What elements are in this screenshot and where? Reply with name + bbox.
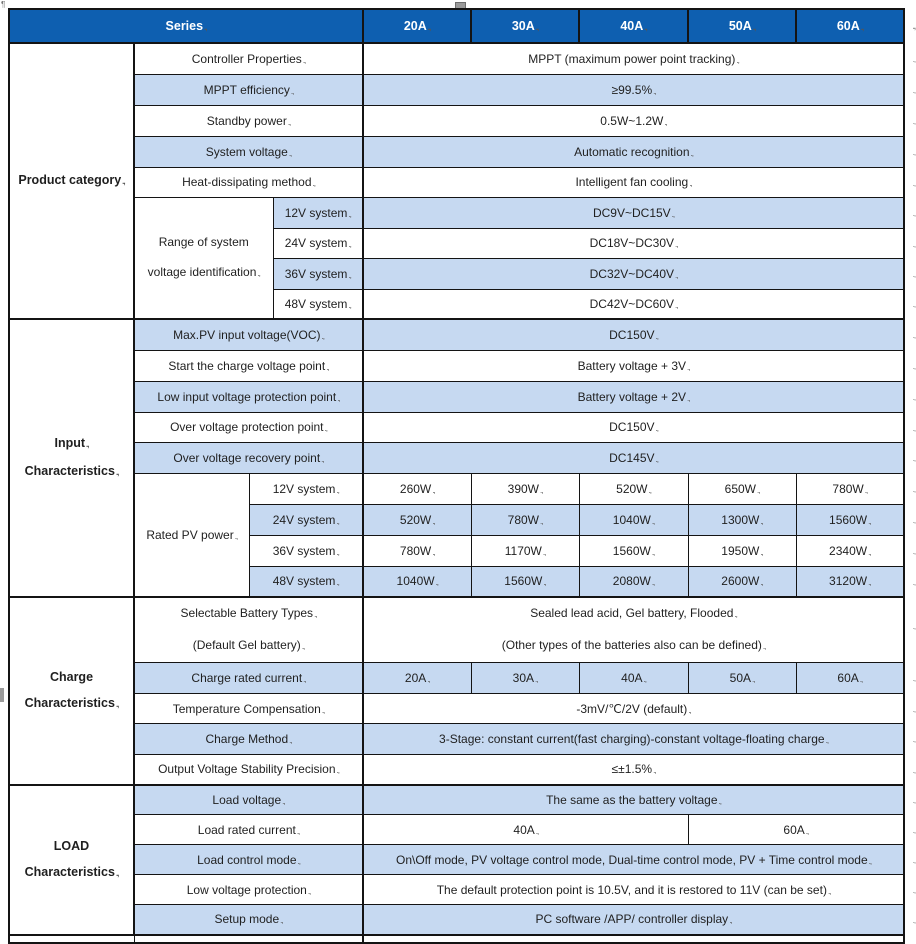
value-cell: 1560W., ., bbox=[796, 504, 904, 535]
row-standby-power bbox=[9, 105, 904, 136]
label-cell: Output Voltage Stability Precision., bbox=[134, 755, 363, 785]
value-cell: DC18V~DC30V., ., bbox=[363, 228, 904, 258]
value-cell: Intelligent fan cooling., ., bbox=[363, 167, 904, 197]
value-cell: 3120W., ., bbox=[796, 566, 904, 597]
value-cell: 1170W., bbox=[471, 535, 579, 566]
header-col-60a: 60A., ., bbox=[796, 9, 904, 43]
label-cell: Selectable Battery Types., (Default Gel battery)., bbox=[134, 597, 363, 663]
row-charge-rated-current bbox=[9, 663, 904, 694]
value-cell: 1040W., bbox=[363, 566, 471, 597]
value-cell: DC150V., ., bbox=[363, 319, 904, 350]
value-cell: 60A., ., bbox=[796, 663, 904, 694]
header-row bbox=[9, 9, 904, 43]
partial-cell bbox=[9, 935, 134, 943]
value-cell: 1040W., bbox=[579, 504, 688, 535]
label-cell: Setup mode., bbox=[134, 905, 363, 935]
label-cell: Temperature Compensation., bbox=[134, 694, 363, 724]
sub-label-cell: 48V system., bbox=[273, 289, 363, 319]
value-cell: -3mV/℃/2V (default)., ., bbox=[363, 694, 904, 724]
value-cell: 780W., bbox=[471, 504, 579, 535]
row-voltage-id-12v bbox=[9, 197, 904, 228]
value-cell: DC32V~DC40V., ., bbox=[363, 258, 904, 289]
row-heat-dissipating bbox=[9, 167, 904, 197]
label-cell: System voltage., bbox=[134, 136, 363, 167]
category-product: Product category., bbox=[9, 43, 134, 319]
label-cell: MPPT efficiency., bbox=[134, 74, 363, 105]
spec-table bbox=[8, 8, 916, 944]
header-series: Series., bbox=[9, 9, 363, 43]
page-formatting-mark: ¶ bbox=[1, 0, 6, 9]
sub-label-cell: 24V system., bbox=[273, 228, 363, 258]
value-cell: 1560W., bbox=[471, 566, 579, 597]
label-cell: Over voltage protection point., bbox=[134, 412, 363, 442]
value-cell: Battery voltage + 3V., ., bbox=[363, 350, 904, 381]
label-cell: Max.PV input voltage(VOC)., bbox=[134, 319, 363, 350]
sub-label-cell: 36V system., bbox=[273, 258, 363, 289]
sub-label-cell: 24V system., bbox=[249, 504, 363, 535]
row-charge-method bbox=[9, 724, 904, 755]
label-cell: Heat-dissipating method., bbox=[134, 167, 363, 197]
label-cell: Low voltage protection., bbox=[134, 875, 363, 905]
category-load: LOAD Characteristics., bbox=[9, 785, 134, 935]
value-cell: DC42V~DC60V., ., bbox=[363, 289, 904, 319]
row-system-voltage bbox=[9, 136, 904, 167]
sub-label-cell: 48V system., bbox=[249, 566, 363, 597]
value-cell: 1560W., bbox=[579, 535, 688, 566]
row-low-voltage-protection bbox=[9, 875, 904, 905]
value-cell: The default protection point is 10.5V, and it is restored to 11V (can be set)., ., bbox=[363, 875, 904, 905]
header-col-40a: 40A., bbox=[579, 9, 688, 43]
row-load-control-mode bbox=[9, 845, 904, 875]
value-cell: 780W., bbox=[363, 535, 471, 566]
row-start-charge-voltage bbox=[9, 350, 904, 381]
sub-label-cell: 36V system., bbox=[249, 535, 363, 566]
value-cell: The same as the battery voltage., ., bbox=[363, 785, 904, 815]
value-cell: Automatic recognition., ., bbox=[363, 136, 904, 167]
group-label-rated-pv-power: Rated PV power., bbox=[134, 473, 249, 597]
value-cell: 2080W., bbox=[579, 566, 688, 597]
row-max-pv-input bbox=[9, 319, 904, 350]
row-setup-mode bbox=[9, 905, 904, 935]
row-over-voltage-recovery bbox=[9, 442, 904, 473]
label-cell: Low input voltage protection point., bbox=[134, 381, 363, 412]
label-cell: Controller Properties., bbox=[134, 43, 363, 74]
header-col-20a: 20A., bbox=[363, 9, 471, 43]
label-cell: Start the charge voltage point., bbox=[134, 350, 363, 381]
value-cell: 1300W., bbox=[688, 504, 796, 535]
header-col-50a: 50A., bbox=[688, 9, 796, 43]
value-cell: DC150V., ., bbox=[363, 412, 904, 442]
partial-cell bbox=[134, 935, 363, 943]
category-charge: Charge Characteristics., bbox=[9, 597, 134, 785]
row-mppt-efficiency bbox=[9, 74, 904, 105]
row-battery-types bbox=[9, 597, 904, 663]
sub-label-cell: 12V system., bbox=[249, 473, 363, 504]
label-cell: Load control mode., bbox=[134, 845, 363, 875]
label-cell: Load rated current., bbox=[134, 815, 363, 845]
left-margin-mark bbox=[0, 688, 4, 702]
row-controller-properties bbox=[9, 43, 904, 74]
row-partial-bottom bbox=[9, 935, 904, 943]
value-cell: 30A., bbox=[471, 663, 579, 694]
value-cell: 390W., bbox=[471, 473, 579, 504]
header-col-30a: 30A., bbox=[471, 9, 579, 43]
value-cell: 40A., bbox=[579, 663, 688, 694]
category-input: Input., Characteristics., bbox=[9, 319, 134, 597]
row-low-input-protection bbox=[9, 381, 904, 412]
value-cell: ≤±1.5%., ., bbox=[363, 755, 904, 785]
partial-cell bbox=[363, 935, 904, 943]
label-cell: Load voltage., bbox=[134, 785, 363, 815]
row-temperature-compensation bbox=[9, 694, 904, 724]
value-cell-60a: 60A., ., bbox=[688, 815, 904, 845]
value-cell: MPPT (maximum power point tracking)., ., bbox=[363, 43, 904, 74]
label-cell: Standby power., bbox=[134, 105, 363, 136]
value-cell: 2340W., ., bbox=[796, 535, 904, 566]
value-cell: 520W., bbox=[579, 473, 688, 504]
row-output-precision bbox=[9, 755, 904, 785]
row-over-voltage-protection bbox=[9, 412, 904, 442]
row-pv-power-12v bbox=[9, 473, 904, 504]
value-cell: 3-Stage: constant current(fast charging)-constant voltage-floating charge., ., bbox=[363, 724, 904, 755]
value-cell: 520W., bbox=[363, 504, 471, 535]
value-cell: DC145V., ., bbox=[363, 442, 904, 473]
value-cell: 2600W., bbox=[688, 566, 796, 597]
group-label-voltage-id: Range of system voltage identification., bbox=[134, 197, 273, 319]
value-cell: On\Off mode, PV voltage control mode, Dual-time control mode, PV + Time control mode., ., bbox=[363, 845, 904, 875]
value-cell: DC9V~DC15V., ., bbox=[363, 197, 904, 228]
value-cell: 1950W., bbox=[688, 535, 796, 566]
label-cell: Charge rated current., bbox=[134, 663, 363, 694]
value-cell: 650W., bbox=[688, 473, 796, 504]
value-cell: 780W., ., bbox=[796, 473, 904, 504]
label-cell: Charge Method., bbox=[134, 724, 363, 755]
sub-label-cell: 12V system., bbox=[273, 197, 363, 228]
value-cell: 50A., bbox=[688, 663, 796, 694]
row-load-voltage bbox=[9, 785, 904, 815]
value-cell-40a: 40A., bbox=[363, 815, 688, 845]
value-cell: Sealed lead acid, Gel battery, Flooded., (Other types of the batteries also can be defined)., ., bbox=[363, 597, 904, 663]
row-load-rated-current bbox=[9, 815, 904, 845]
value-cell: Battery voltage + 2V., ., bbox=[363, 381, 904, 412]
value-cell: ≥99.5%., ., bbox=[363, 74, 904, 105]
value-cell: 0.5W~1.2W., ., bbox=[363, 105, 904, 136]
value-cell: 20A., bbox=[363, 663, 471, 694]
value-cell: 260W., bbox=[363, 473, 471, 504]
value-cell: PC software /APP/ controller display., ., bbox=[363, 905, 904, 935]
label-cell: Over voltage recovery point., bbox=[134, 442, 363, 473]
